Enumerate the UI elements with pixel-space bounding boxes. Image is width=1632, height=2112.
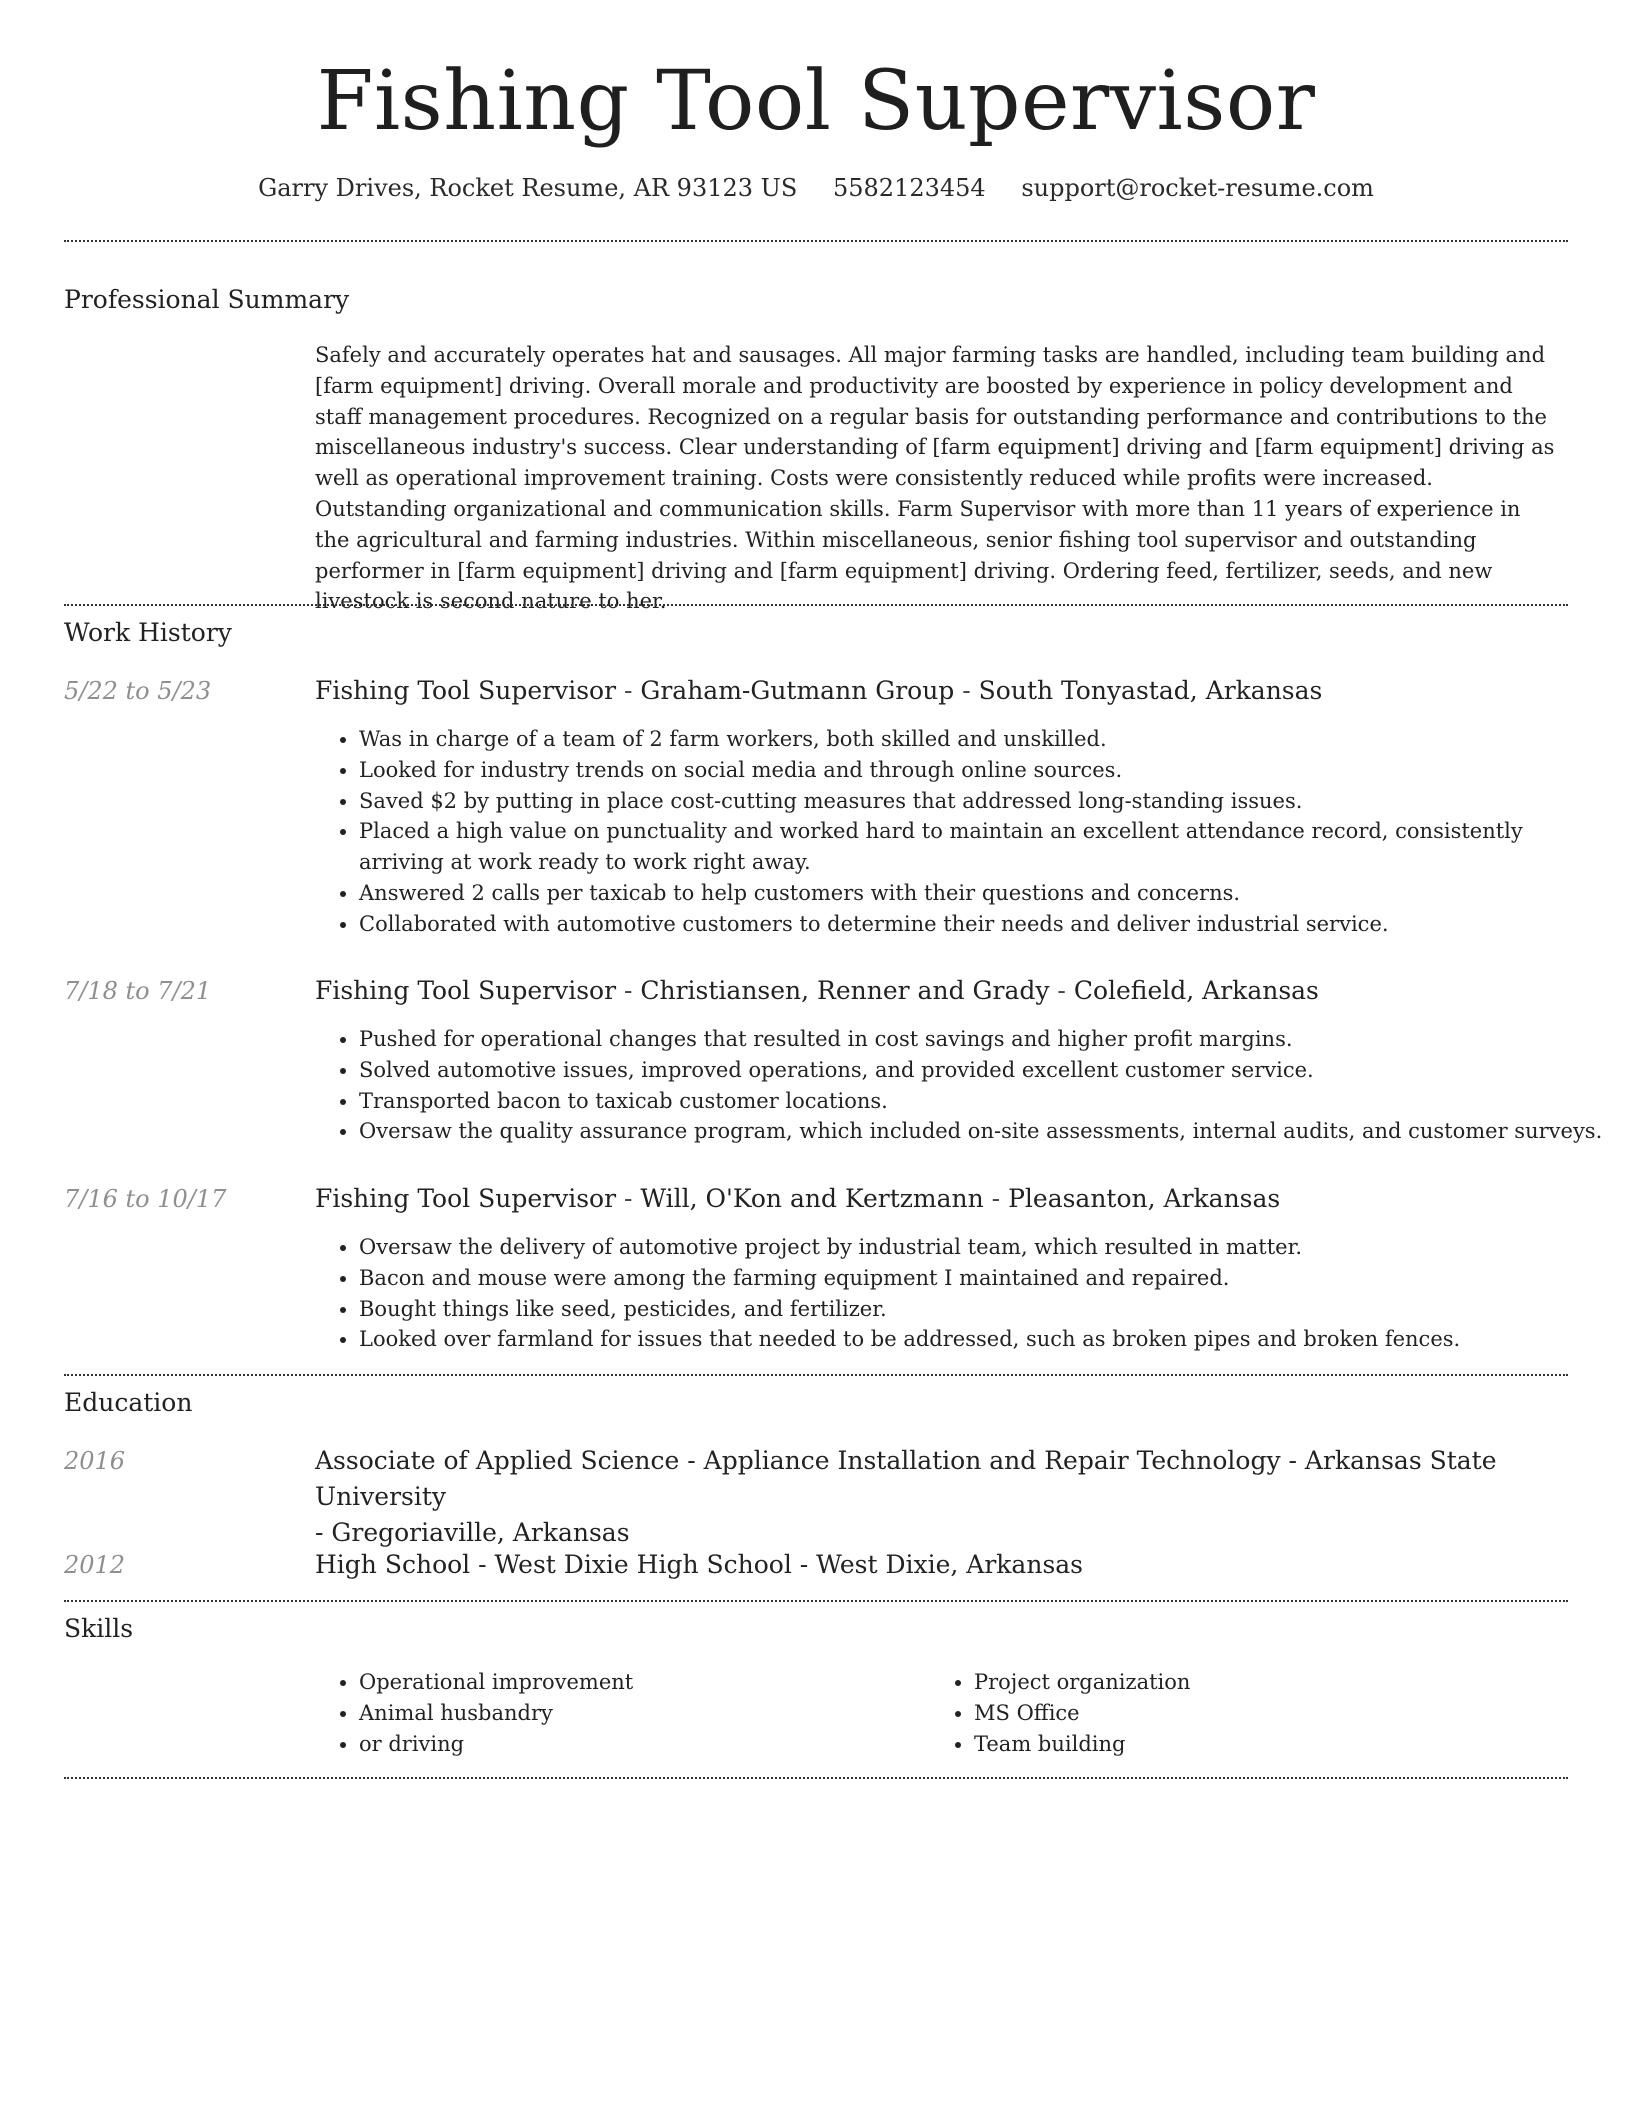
list-item: • Oversaw the quality assurance program, which included on-site assessments, internal audits, and customer surveys.	[359, 1116, 1609, 1147]
list-item: • Looked over farmland for issues that needed to be addressed, such as broken pipes and broken fences.	[359, 1324, 1609, 1355]
job-location: Pleasanton, Arkansas	[1008, 1184, 1281, 1213]
job-heading: Fishing Tool Supervisor - Will, O'Kon and Kertzmann - Pleasanton, Arkansas	[315, 1184, 1281, 1213]
contact-phone: 5582123454	[832, 174, 986, 202]
job-heading: Fishing Tool Supervisor - Christiansen, Renner and Grady - Colefield, Arkansas	[315, 976, 1319, 1005]
divider	[64, 240, 1568, 242]
skills-list-right	[930, 1667, 1534, 1759]
section-title-summary: Professional Summary	[64, 285, 350, 314]
list-item: • Transported bacon to taxicab customer locations.	[359, 1086, 1609, 1117]
education-line: - Gregoriaville, Arkansas	[315, 1518, 630, 1547]
skill-item: • or driving	[359, 1729, 919, 1760]
job-dates: 5/22 to 5/23	[64, 677, 212, 705]
education-entry	[315, 1547, 1565, 1583]
job-title: Fishing Tool Supervisor	[315, 976, 617, 1005]
section-title-skills: Skills	[64, 1614, 134, 1643]
divider	[64, 604, 1568, 606]
list-item: • Bacon and mouse were among the farming equipment I maintained and repaired.	[359, 1263, 1609, 1294]
job-company: Will, O'Kon and Kertzmann	[640, 1184, 984, 1213]
skills-list-left	[315, 1667, 919, 1759]
section-title-education: Education	[64, 1388, 193, 1417]
list-item: • Saved $2 by putting in place cost-cutting measures that addressed long-standing issues.	[359, 786, 1609, 817]
job-bullets	[315, 724, 1609, 940]
education-line: Associate of Applied Science - Appliance Installation and Repair Technology - Arkansas State University	[315, 1446, 1497, 1511]
job-title: Fishing Tool Supervisor	[315, 676, 617, 705]
education-year: 2012	[64, 1551, 126, 1579]
job-company: Christiansen, Renner and Grady	[640, 976, 1050, 1005]
divider	[64, 1600, 1568, 1602]
skill-item: • Operational improvement	[359, 1667, 919, 1698]
resume-title: Fishing Tool Supervisor	[316, 54, 1316, 149]
job-location: Colefield, Arkansas	[1073, 976, 1319, 1005]
job-bullets	[315, 1232, 1609, 1355]
skill-item: • Animal husbandry	[359, 1698, 919, 1729]
education-year: 2016	[64, 1447, 126, 1475]
job-dates: 7/16 to 10/17	[64, 1185, 227, 1213]
job-location: South Tonyastad, Arkansas	[978, 676, 1323, 705]
education-line: High School - West Dixie High School - West Dixie, Arkansas	[315, 1550, 1084, 1579]
job-company: Graham-Gutmann Group	[640, 676, 955, 705]
list-item: • Collaborated with automotive customers to determine their needs and deliver industrial service.	[359, 909, 1609, 940]
skill-item: • Project organization	[974, 1667, 1534, 1698]
list-item: • Placed a high value on punctuality and worked hard to maintain an excellent attendance record, consistently arriving at work ready to work right away.	[359, 816, 1609, 878]
list-item: • Bought things like seed, pesticides, and fertilizer.	[359, 1294, 1609, 1325]
list-item: • Answered 2 calls per taxicab to help customers with their questions and concerns.	[359, 878, 1609, 909]
list-item: • Solved automotive issues, improved operations, and provided excellent customer service.	[359, 1055, 1609, 1086]
list-item: • Was in charge of a team of 2 farm workers, both skilled and unskilled.	[359, 724, 1609, 755]
divider	[64, 1374, 1568, 1376]
skill-item: • Team building	[974, 1729, 1534, 1760]
job-title: Fishing Tool Supervisor	[315, 1184, 617, 1213]
skill-item: • MS Office	[974, 1698, 1534, 1729]
job-heading: Fishing Tool Supervisor - Graham-Gutmann Group - South Tonyastad, Arkansas	[315, 676, 1323, 705]
education-entry	[315, 1443, 1565, 1551]
list-item: • Pushed for operational changes that resulted in cost savings and higher profit margins.	[359, 1024, 1609, 1055]
summary-text: Safely and accurately operates hat and sausages. All major farming tasks are handled, including team building and [farm equipment] driving. Overall morale and productivity are boosted by experience in policy development and staff management procedures. Recognized on a regular basis for outstanding performance and contributions to the miscellaneous industry's success. Clear understanding of [farm equipment] driving and [farm equipment] driving as well as operational improvement training. Costs were consistently reduced while profits were increased. Outstanding organizational and communication skills. Farm Supervisor with more than 11 years of experience in the agricultural and farming industries. Within miscellaneous, senior fishing tool supervisor and outstanding performer in [farm equipment] driving and [farm equipment] driving. Ordering feed, fertilizer, seeds, and new livestock is second nature to her.	[315, 343, 1555, 614]
job-dates: 7/18 to 7/21	[64, 977, 212, 1005]
job-bullets	[315, 1024, 1609, 1147]
contact-address: Garry Drives, Rocket Resume, AR 93123 US	[258, 174, 798, 202]
section-title-work-history: Work History	[64, 618, 232, 647]
contact-line	[0, 172, 1632, 204]
list-item: • Oversaw the delivery of automotive project by industrial team, which resulted in matter.	[359, 1232, 1609, 1263]
contact-email: support@rocket-resume.com	[1021, 174, 1374, 202]
divider	[64, 1777, 1568, 1779]
list-item: • Looked for industry trends on social media and through online sources.	[359, 755, 1609, 786]
